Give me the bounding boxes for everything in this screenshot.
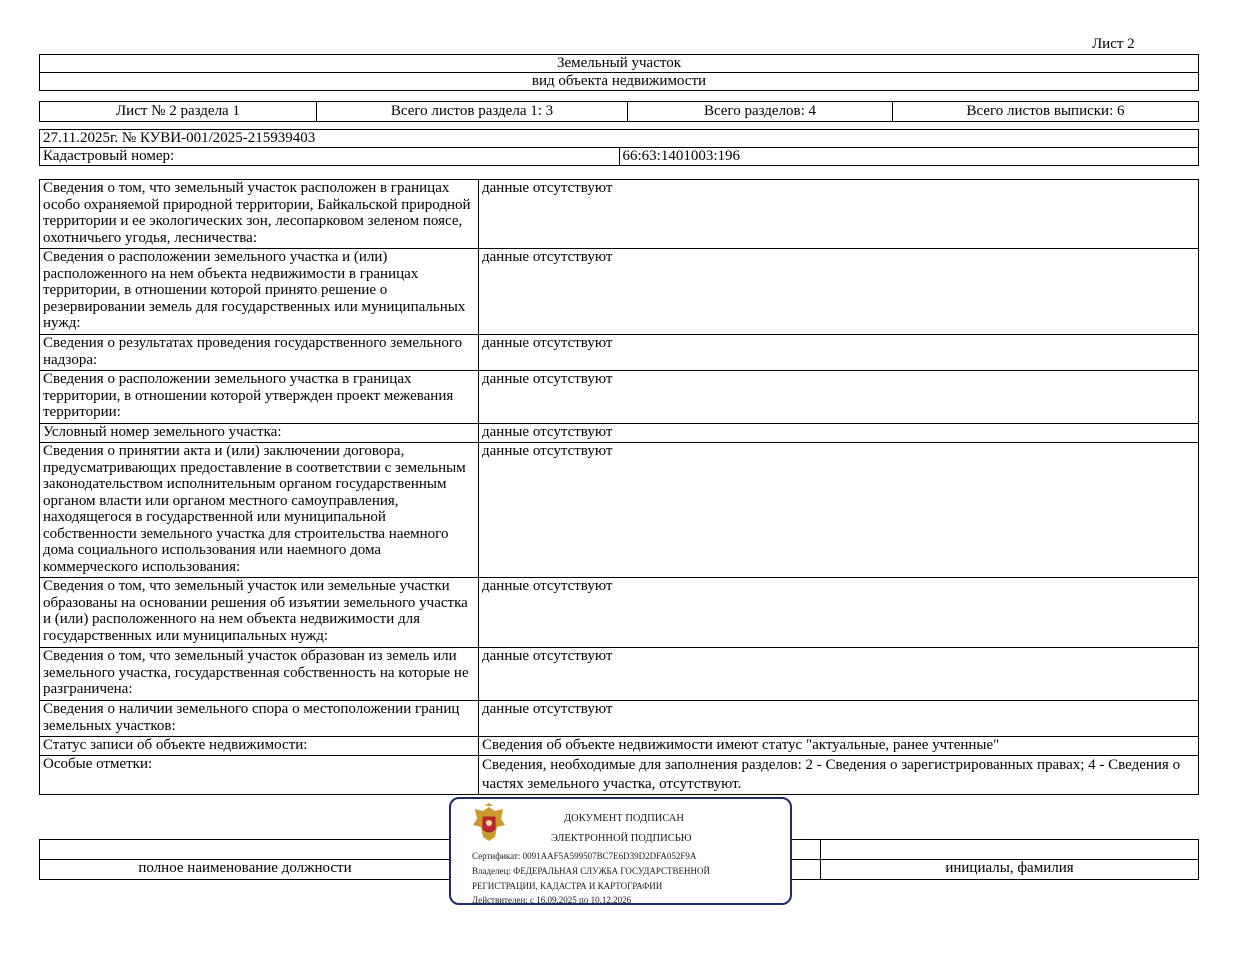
table-row [40, 578, 1199, 648]
row-label: Условный номер земельного участка: [40, 424, 479, 443]
row-label: Сведения о том, что земельный участок или земельные участки образованы на основании решения об изъятии земельного участка и (или) расположенного на нем объекта недвижимости для государственных или муниципальных нужд: [40, 578, 479, 648]
row-label: Сведения о результатах проведения государственного земельного надзора: [40, 335, 479, 371]
table-row [40, 249, 1199, 335]
table-row [40, 737, 1199, 756]
details-table [39, 179, 1199, 795]
stamp-owner: Владелец: ФЕДЕРАЛЬНАЯ СЛУЖБА ГОСУДАРСТВЕННОЙ [472, 866, 711, 876]
row-value: Сведения, необходимые для заполнения разделов: 2 - Сведения о зарегистрированных правах; 4 - Сведения о частях земельного участка, отсутствуют. [479, 756, 1199, 795]
position-field [40, 840, 451, 860]
electronic-signature-stamp [449, 797, 792, 905]
row-value: данные отсутствуют [479, 424, 1199, 443]
table-row [40, 180, 1199, 249]
table-row [40, 335, 1199, 371]
stamp-valid: Действителен: с 16.09.2025 по 10.12.2026 [472, 895, 632, 905]
row-value: данные отсутствуют [479, 701, 1199, 737]
table-row [40, 424, 1199, 443]
row-label: Сведения о расположении земельного участка и (или) расположенного на нем объекта недвижимости в границах территории, в отношении которой принято решение о резервировании земель для государственных или муниципальных нужд: [40, 249, 479, 335]
table-row [40, 756, 1199, 795]
object-header [39, 54, 1199, 91]
sheet-label: Лист 2 [1092, 36, 1135, 52]
row-label: Статус записи об объекте недвижимости: [40, 737, 479, 756]
sheet-in-section: Лист № 2 раздела 1 [40, 102, 317, 122]
row-value: данные отсутствуют [479, 180, 1199, 249]
table-row [40, 701, 1199, 737]
row-label: Сведения о принятии акта и (или) заключении договора, предусматривающих предоставление в соответствии с земельным законодательством исполнительным органом государственным органом власти или органом местного самоуправления, находящегося в государственной или муниципальной собственности земельного участка для строительства наемного дома социального использования или наемного дома коммерческого использования: [40, 443, 479, 578]
cadastral-label: Кадастровый номер: [40, 148, 620, 166]
total-sheets-section: Всего листов раздела 1: 3 [317, 102, 628, 122]
row-label: Сведения о наличии земельного спора о местоположении границ земельных участков: [40, 701, 479, 737]
row-label: Сведения о том, что земельный участок расположен в границах особо охраняемой природной территории, Байкальской природной территории и ее экологических зон, лесопарковом зеленом поясе, охотничьего угодья, лесничества: [40, 180, 479, 249]
row-value: Сведения об объекте недвижимости имеют статус "актуальные, ранее учтенные" [479, 737, 1199, 756]
stamp-line2: ЭЛЕКТРОННОЙ ПОДПИСЬЮ [551, 833, 692, 844]
stamp-certificate: Сертификат: 0091AAF5A599507BC7E6D39D2DFA052F9A [472, 851, 697, 861]
total-sections: Всего разделов: 4 [628, 102, 893, 122]
row-value: данные отсутствуют [479, 578, 1199, 648]
table-row [40, 648, 1199, 701]
row-label: Сведения о расположении земельного участка в границах территории, в отношении которой утвержден проект межевания территории: [40, 371, 479, 424]
object-kind: вид объекта недвижимости [40, 73, 1199, 91]
coat-of-arms-icon [471, 803, 507, 843]
total-sheets-extract: Всего листов выписки: 6 [893, 102, 1199, 122]
table-row [40, 371, 1199, 424]
cadastral-value: 66:63:1401003:196 [619, 148, 1199, 166]
doc-date-number: 27.11.2025г. № КУВИ-001/2025-215939403 [40, 130, 1199, 148]
name-field [821, 840, 1199, 860]
row-value: данные отсутствуют [479, 443, 1199, 578]
row-value: данные отсутствуют [479, 335, 1199, 371]
row-value: данные отсутствуют [479, 648, 1199, 701]
row-value: данные отсутствуют [479, 371, 1199, 424]
section-info [39, 101, 1199, 122]
stamp-owner-2: РЕГИСТРАЦИИ, КАДАСТРА И КАРТОГРАФИИ [472, 881, 663, 891]
doc-info [39, 129, 1199, 166]
position-caption: полное наименование должности [40, 860, 451, 880]
row-value: данные отсутствуют [479, 249, 1199, 335]
row-label: Особые отметки: [40, 756, 479, 795]
stamp-line1: ДОКУМЕНТ ПОДПИСАН [564, 813, 684, 824]
name-caption: инициалы, фамилия [821, 860, 1199, 880]
object-title: Земельный участок [40, 55, 1199, 73]
row-label: Сведения о том, что земельный участок образован из земель или земельного участка, государственная собственность на которые не разграничена: [40, 648, 479, 701]
table-row [40, 443, 1199, 578]
